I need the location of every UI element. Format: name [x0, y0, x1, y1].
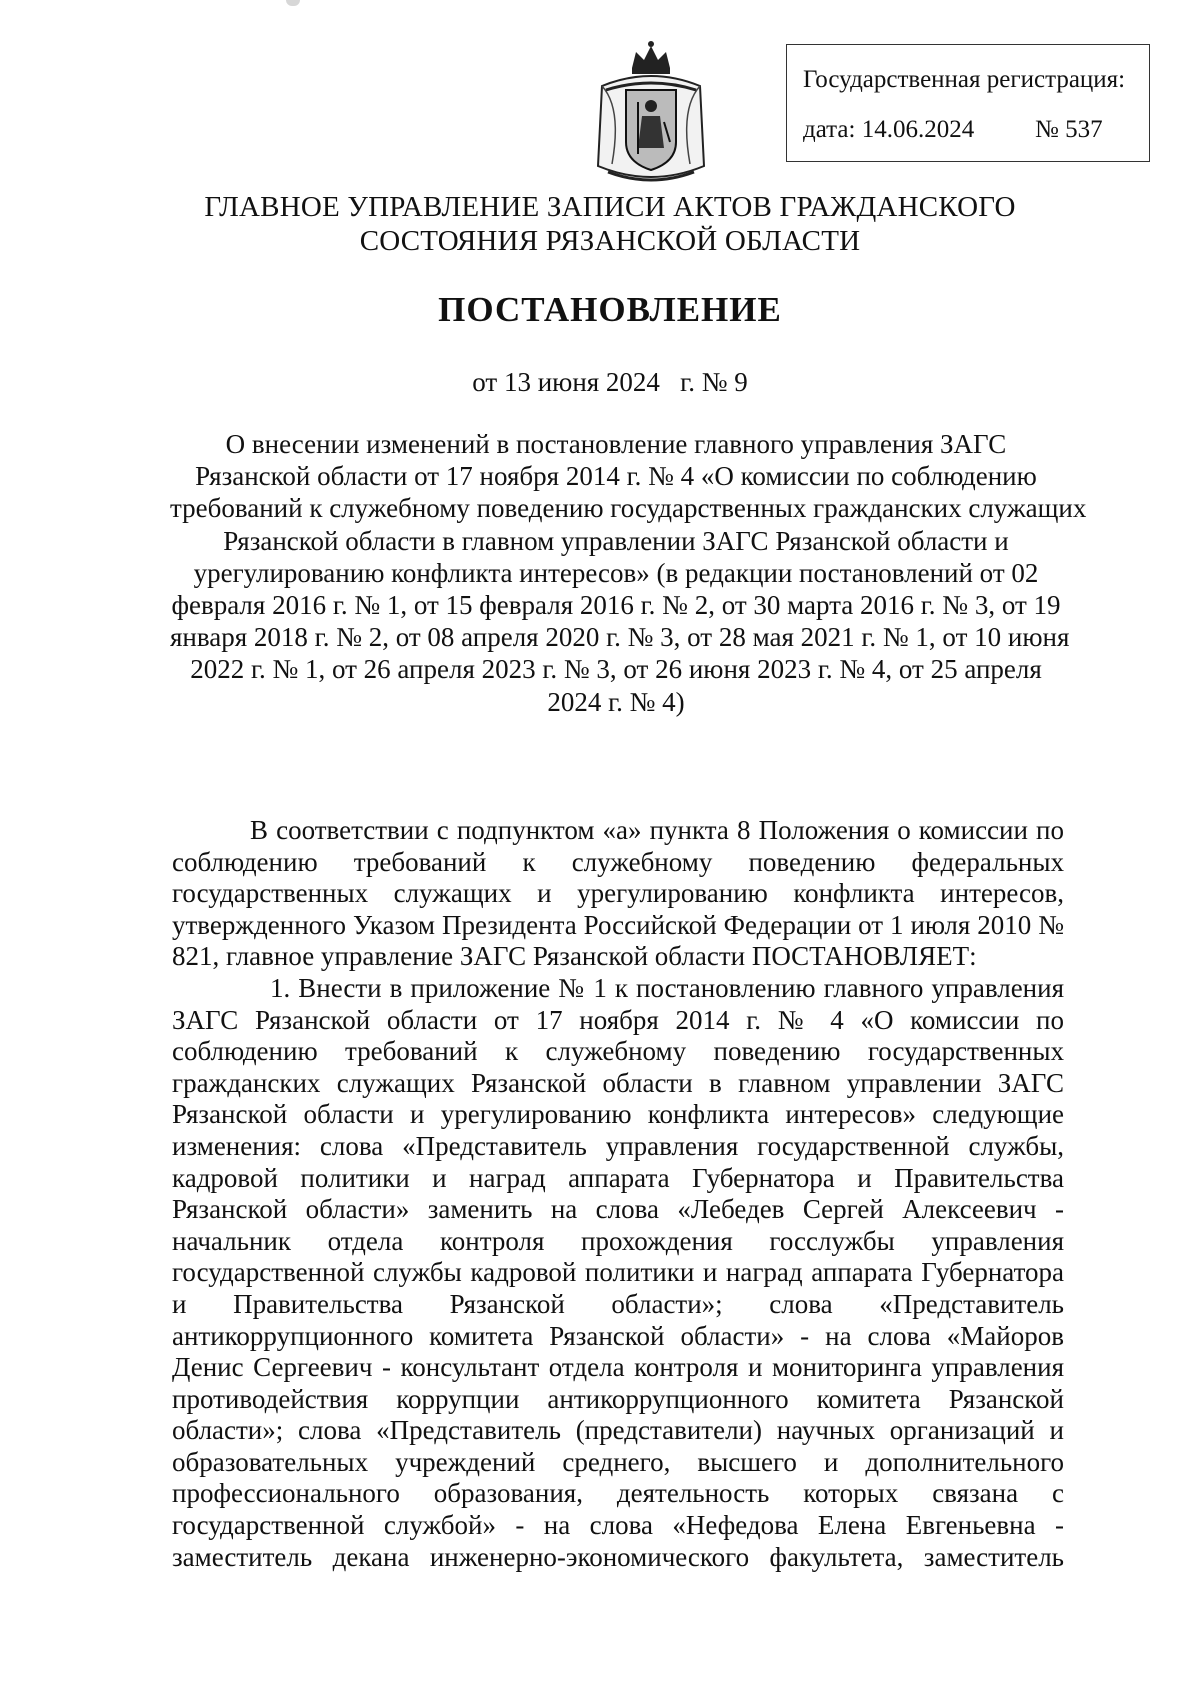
title-line: Рязанской области от 17 ноября 2014 г. № 4 «О комиссии по соблюдению [195, 461, 1037, 492]
title-line: О внесении изменений в постановление главного управления ЗАГС [225, 429, 1007, 459]
title-line: января 2018 г. № 2, от 08 апреля 2020 г. № 3, от 28 мая 2021 г. № 1, от 10 июня [170, 622, 1070, 653]
registration-number: № 537 [1035, 116, 1103, 143]
title-line: требований к служебному поведению государственных гражданских служащих [170, 493, 1087, 524]
body-paragraph-item-1: 1. Внести в приложение № 1 к постановлению главного управления ЗАГС Рязанской области от 17 ноября 2014 г. № 4 «О комиссии по соблюдению требований к служебному поведению государственных гражданских служащих Рязанской области в главном управлении ЗАГС Рязанской области и урегулированию конфликта интересов» следующие изменения: слова «Представитель управления государственной службы, кадровой политики и наград аппарата Губернатора и Правительства Рязанской области» заменить на слова «Лебедев Сергей Алексеевич - начальник отдела контроля прохождения госслужбы управления государственной службы кадровой политики и наград аппарата Губернатора и Правительства Рязанской области»; слова «Представитель антикоррупционного комитета Рязанской области» - на слова «Майоров Денис Сергеевич - консультант отдела контроля и мониторинга управления противодействия коррупции антикоррупционного комитета Рязанской области»; слова «Представитель (представители) научных организаций и образовательных учреждений среднего, высшего и дополнительного профессионального образования, деятельность которых связана с государственной службой» - на слова «Нефедова Елена Евгеньевна - заместитель декана инженерно-экономического факультета, заместитель [172, 972, 1064, 1572]
title-line: урегулированию конфликта интересов» (в редакции постановлений от 02 [193, 557, 1039, 588]
title-line: Рязанской области в главном управлении ЗАГС Рязанской области и [223, 525, 1009, 556]
organization-name-line1: ГЛАВНОЕ УПРАВЛЕНИЕ ЗАПИСИ АКТОВ ГРАЖДАНСКОГО [204, 191, 1016, 223]
document-body [172, 815, 1064, 1573]
document-title [170, 428, 1087, 718]
title-line: февраля 2016 г. № 1, от 15 февраля 2016 г. № 2, от 30 марта 2016 г. № 3, от 19 [171, 590, 1061, 621]
document-type: ПОСТАНОВЛЕНИЕ [438, 290, 782, 329]
document-date: от 13 июня 2024 г. № 9 [472, 367, 748, 397]
registration-title: Государственная регистрация: [803, 66, 1126, 93]
registration-stamp [786, 44, 1150, 162]
title-line: 2022 г. № 1, от 26 апреля 2023 г. № 3, от 26 июня 2023 г. № 4, от 25 апреля [190, 654, 1042, 685]
registration-date: дата: 14.06.2024 [803, 116, 975, 143]
organization-name-line2: СОСТОЯНИЯ РЯЗАНСКОЙ ОБЛАСТИ [359, 225, 861, 257]
scan-mark [286, 0, 300, 6]
coat-of-arms-icon [592, 38, 710, 190]
body-paragraph-preamble: В соответствии с подпунктом «а» пункта 8 Положения о комиссии по соблюдению требований к служебному поведению федеральных государственных служащих и урегулированию конфликта интересов, утвержденного Указом Президента Российской Федерации от 1 июля 2010 № 821, главное управление ЗАГС Рязанской области ПОСТАНОВЛЯЕТ: [172, 815, 1064, 972]
title-line: 2024 г. № 4) [547, 686, 685, 717]
